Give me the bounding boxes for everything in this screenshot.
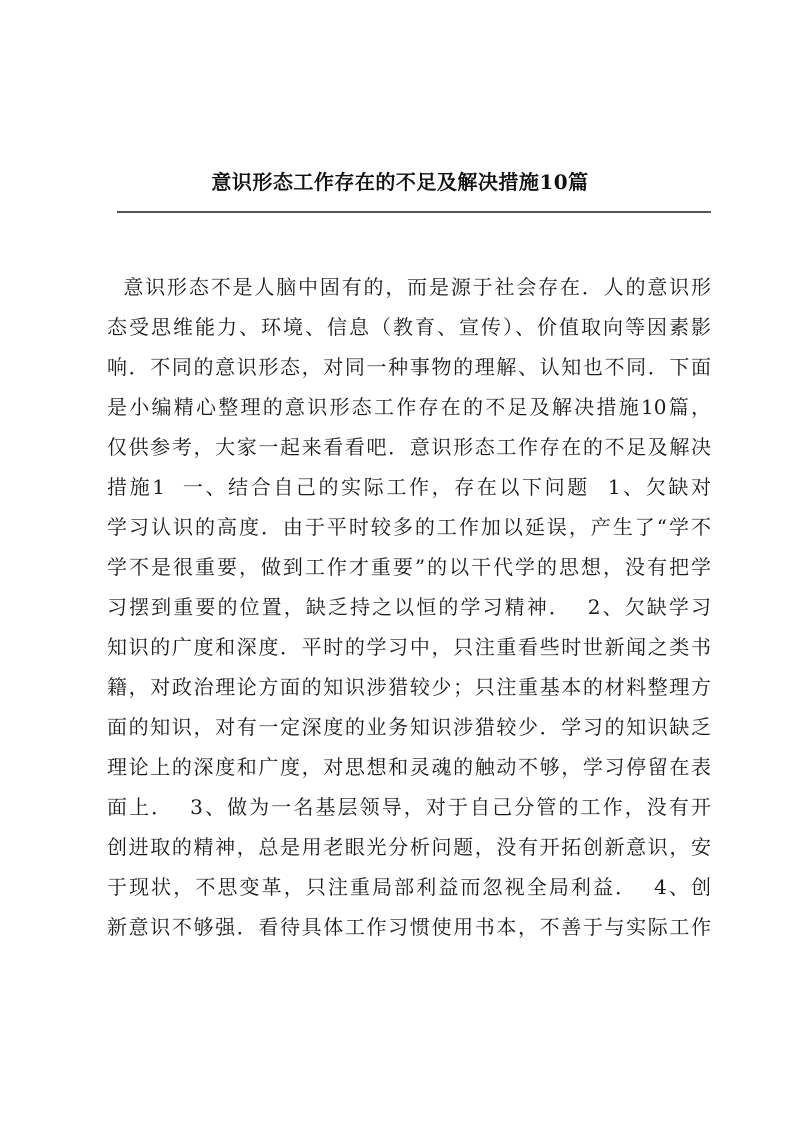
body-line: 习摆到重要的位置，缺乏持之以恒的学习精神． 2、欠缺学习 — [107, 595, 711, 619]
body-line: 响．不同的意识形态，对同一种事物的理解、认知也不同．下面 — [107, 355, 711, 379]
body-line: 措施1 一、结合自己的实际工作，存在以下问题 1、欠缺对 — [107, 475, 711, 499]
document-title: 意识形态工作存在的不足及解决措施10篇 — [211, 170, 589, 194]
body-line: 籍，对政治理论方面的知识涉猎较少；只注重基本的材料整理方 — [107, 675, 711, 699]
body-line: 创进取的精神，总是用老眼光分析问题，没有开拓创新意识，安 — [107, 835, 711, 859]
body-line: 是小编精心整理的意识形态工作存在的不足及解决措施10篇， — [107, 395, 711, 419]
body-line: 理论上的深度和广度，对思想和灵魂的触动不够，学习停留在表 — [107, 755, 711, 779]
body-line: 面的知识，对有一定深度的业务知识涉猎较少．学习的知识缺乏 — [107, 715, 711, 739]
body-line: 新意识不够强．看待具体工作习惯使用书本，不善于与实际工作 — [107, 915, 711, 939]
title-divider — [117, 211, 711, 213]
body-line: 学不是很重要，做到工作才重要”的以干代学的思想，没有把学 — [107, 555, 711, 579]
body-line: 知识的广度和深度．平时的学习中，只注重看些时世新闻之类书 — [107, 635, 711, 659]
body-line: 面上． 3、做为一名基层领导，对于自己分管的工作，没有开 — [107, 795, 711, 819]
body-line: 仅供参考，大家一起来看看吧．意识形态工作存在的不足及解决 — [107, 435, 711, 459]
body-line: 意识形态不是人脑中固有的，而是源于社会存在．人的意识形 — [107, 275, 711, 299]
document-body — [107, 267, 711, 947]
body-line: 态受思维能力、环境、信息（教育、宣传）、价值取向等因素影 — [107, 315, 711, 339]
body-line: 学习认识的高度．由于平时较多的工作加以延误，产生了“学不 — [107, 515, 711, 539]
body-line: 于现状，不思变革，只注重局部利益而忽视全局利益． 4、创 — [107, 875, 711, 899]
